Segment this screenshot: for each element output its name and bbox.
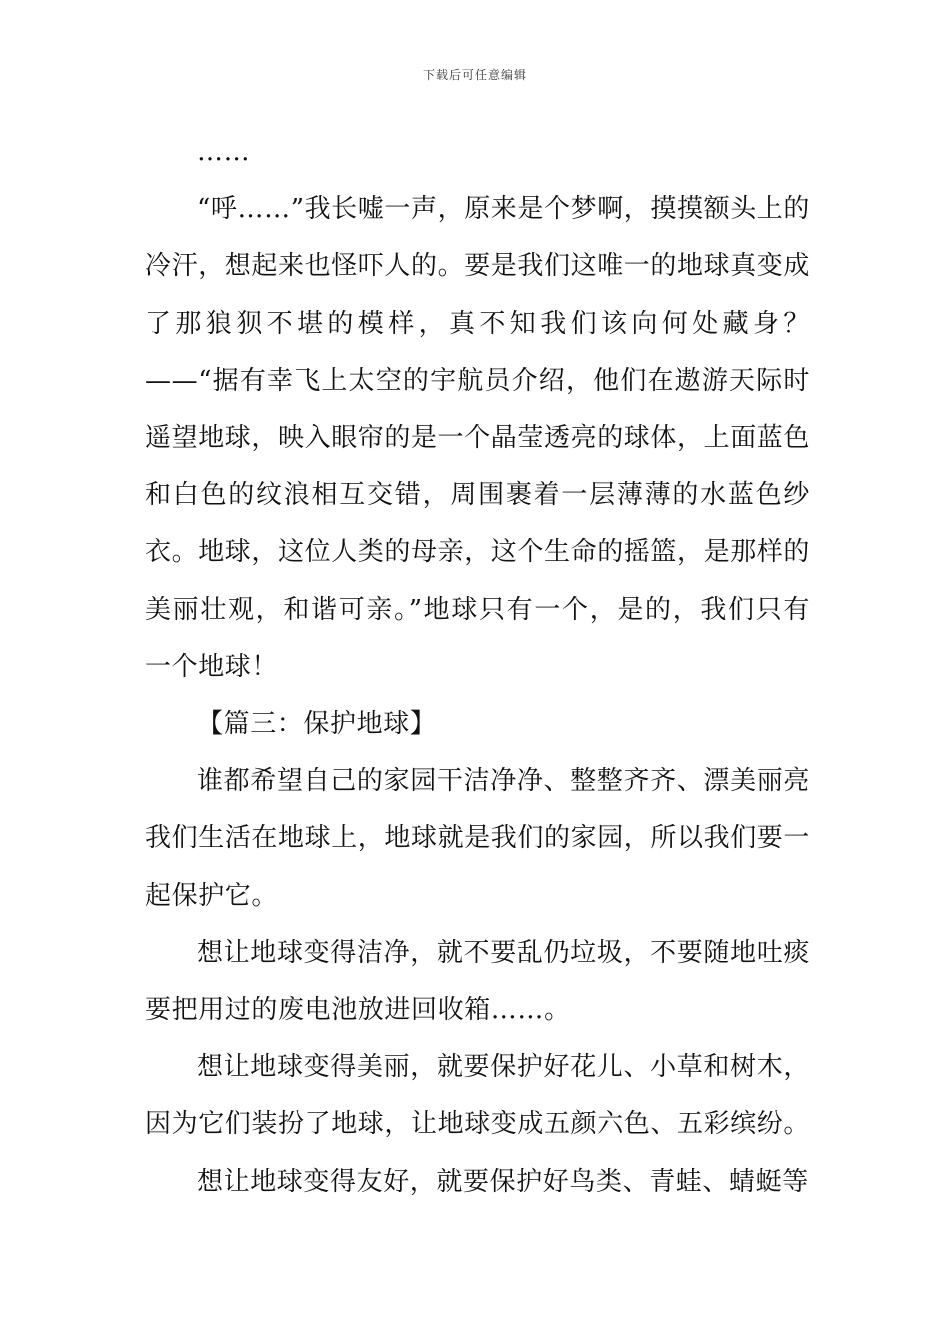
- section-heading: 【篇三：保护地球】: [197, 709, 437, 740]
- page-header: 下载后可任意编辑: [422, 68, 527, 82]
- paragraph-clean: 想让地球变得洁净，就不要乱仍垃圾，不要随地吐痰要把用过的废电池放进回收箱……。: [145, 937, 810, 1026]
- paragraph-dream: “呼……”我长嘘一声，原来是个梦啊，摸摸额头上的冷汗，想起来也怪吓人的。要是我们这唯一的地球真变成了那狼狈不堪的模样，真不知我们该向何处藏身？——“据有幸飞上太空的宇航员介绍，他们在遨游天际时遥望地球，映入眼帘的是一个晶莹透亮的球体，上面蓝色和白色的纹浪相互交错，周围裹着一层薄薄的水蓝色纱衣。地球，这位人类的母亲，这个生命的摇篮，是那样的美丽壮观，和谐可亲。”地球只有一个，是的，我们只有一个地球！: [145, 194, 811, 682]
- paragraph-ellipsis: ……: [197, 137, 251, 167]
- paragraph-beautiful: 想让地球变得美丽，就要保护好花儿、小草和树木，因为它们装扮了地球，让地球变成五颜六色、五彩缤纷。: [145, 1052, 811, 1140]
- document-body: [145, 124, 810, 1211]
- paragraph-home: 谁都希望自己的家园干洁净净、整整齐齐、漂美丽亮我们生活在地球上，地球就是我们的家园，所以我们要一起保护它。: [145, 766, 811, 911]
- paragraph-friendly: 想让地球变得友好，就要保护好鸟类、青蛙、蜻蜓等: [197, 1166, 809, 1197]
